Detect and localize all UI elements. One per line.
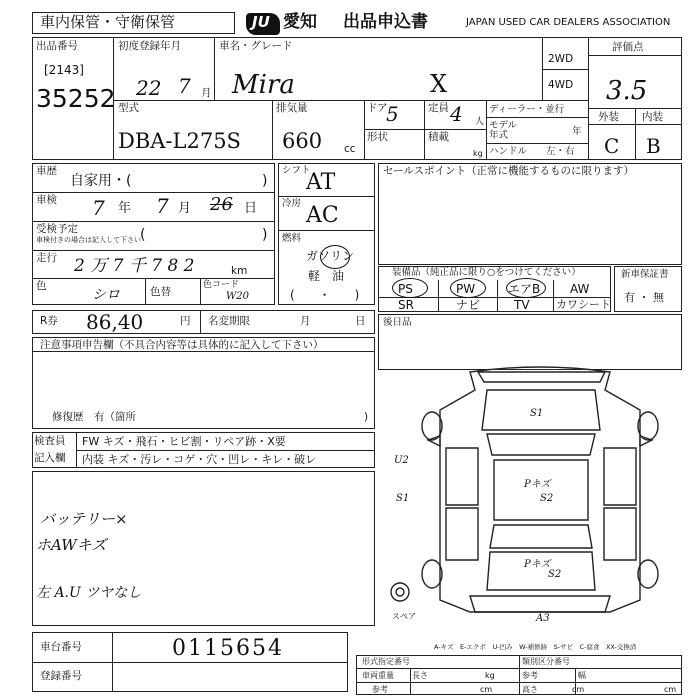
doors-label: ドア bbox=[367, 102, 388, 114]
shape-label: 形状 bbox=[367, 131, 388, 143]
repair-history-label: 修復歴 有（箇所 bbox=[52, 411, 136, 423]
ref-label-1: 参考 bbox=[522, 671, 538, 680]
rating-value: 3.5 bbox=[606, 76, 648, 106]
mark-roof-s2: S2 bbox=[540, 493, 554, 504]
exterior-grade: C bbox=[604, 134, 620, 158]
model-label: 型式 bbox=[118, 102, 139, 114]
model-designation-label: 形式指定番号 bbox=[362, 657, 410, 666]
recycle-label: R券 bbox=[40, 315, 58, 327]
capacity-unit: 人 bbox=[475, 117, 485, 127]
color-change-label: 色替 bbox=[150, 286, 171, 298]
shift-value: AT bbox=[306, 170, 336, 195]
first-reg-month-unit: 月 bbox=[201, 87, 212, 99]
displacement-value: 660 bbox=[282, 129, 323, 153]
color-label: 色 bbox=[36, 280, 47, 292]
doors-value: 5 bbox=[386, 102, 399, 126]
equip-leather-seat: カワシート bbox=[556, 298, 611, 311]
equip-airbag: エアB bbox=[508, 282, 541, 296]
mark-hatch-s2: S2 bbox=[548, 569, 562, 580]
form-title: 出品申込書 bbox=[343, 12, 428, 32]
mark-left-side: S1 bbox=[396, 493, 410, 504]
mark-roof-p: Pキズ bbox=[524, 479, 551, 490]
recycle-value: 86,40 bbox=[86, 310, 144, 334]
history-label: 車歴 bbox=[36, 165, 57, 177]
equip-tv: TV bbox=[514, 298, 530, 312]
inspection-day: 26 bbox=[210, 194, 233, 215]
mileage-unit: km bbox=[231, 265, 248, 277]
color-code-label: 色コード bbox=[203, 280, 240, 290]
width-label: 幅 bbox=[578, 671, 586, 680]
association-name: JAPAN USED CAR DEALERS ASSOCIATION bbox=[466, 17, 671, 28]
ref-label-2: 参考 bbox=[372, 685, 388, 694]
load-label: 積載 bbox=[428, 131, 449, 143]
chassis-label: 車台番号 bbox=[40, 641, 82, 653]
storage-tag-text: 車内保管・守衛保管 bbox=[40, 13, 176, 31]
name-change-label: 名変期限 bbox=[208, 315, 250, 327]
mileage-label: 走行 bbox=[36, 252, 57, 264]
dealer-label: ディーラー・並行 bbox=[489, 104, 565, 115]
color-value: シロ bbox=[92, 287, 120, 303]
car-name-label: 車名・グレード bbox=[219, 40, 293, 52]
displacement-unit: cc bbox=[344, 143, 356, 155]
note-dull-paint: 左 A.U ツヤなし bbox=[36, 585, 142, 601]
weight-label: 車両重量 bbox=[362, 671, 394, 680]
equip-sr: SR bbox=[398, 298, 414, 312]
class-number-label: 類別区分番号 bbox=[522, 657, 570, 666]
equip-aw: AW bbox=[570, 282, 590, 296]
shift-label: シフト bbox=[282, 165, 311, 176]
drive-2wd: 2WD bbox=[548, 53, 574, 65]
handle-label: ハンドル bbox=[489, 146, 528, 157]
inspection-label: 車検 bbox=[36, 194, 57, 206]
color-code-value: W20 bbox=[226, 291, 250, 302]
inspection-year-unit: 年 bbox=[118, 201, 132, 216]
auction-sheet: 車内保管・守衛保管 JU 愛知 出品申込書 JAPAN USED CAR DEALERS ASSOCIATION 出品番号 [2143] 35252 初度登録年月 22 7 月 車名・グレード Mira X 2WD 4WD 評価点 3.5 外装 内装 C B 型式 DBA-L275S 排気量 660 cc ドア 5 定員 4 人 形状 積載 kg ディーラー・並行 モデル 年式 年 ハンドル 左・右 車歴 自家用・( ) 車検 7 年 7 月 26 日 受検予定 車検付きの場合は記入して下さい ( ) 走行 2 万 7 千 7 8 2 km 色 シロ 色替 色コード W20 シフト AT 冷房 AC 燃料 ガソリン 軽 油 ( ・ ) セールスポイント（正常に機能するものに限ります） 装備品（純正品に限り○をつけてください） PS PW エアB AW SR ナビ TV カワシート 新車保証書 有 ・ 無 R券 86,40 円 名変期限 月 日 後日品 注意事項申告欄（不具合内容等は具体的に記入して下さい） 修復歴 有（箇所 ) 検査員 記入欄 FW キズ・飛石・ヒビ割・リペア跡・X要 内装 キズ・汚レ・コゲ・穴・凹レ・キレ・破レ バッテリー× ホAWキズ 左 A.U ツヤなし 車台番号 0115654 登録番号 S1 U2 S1 Pキズ S2 Pキズ S2 A3 スペア A-キズ E-エクボ U-凹み W-補修跡 S-サビ C-腐食 XX-交換済 形式指定番号 類別区分番号 車両重量 長さ kg 参考 幅 参考 cm 高さ cm cm bbox=[0, 0, 700, 700]
rating-label: 評価点 bbox=[612, 41, 644, 53]
lot-bracket-number: [2143] bbox=[44, 63, 84, 77]
damage-legend: A-キズ E-エクボ U-凹み W-補修跡 S-サビ C-腐食 XX-交換済 bbox=[434, 643, 637, 651]
fuel-diesel: 軽 油 bbox=[308, 269, 345, 283]
handle-options: 左・右 bbox=[546, 146, 575, 157]
lot-number: 35252 bbox=[36, 84, 116, 113]
aircon-value: AC bbox=[306, 203, 339, 228]
note-aw-scratch: ホAWキズ bbox=[36, 536, 107, 554]
history-value: 自家用・( bbox=[70, 173, 132, 189]
load-unit: kg bbox=[473, 149, 483, 158]
first-reg-month: 7 bbox=[178, 74, 191, 98]
inspector-row-1: FW キズ・飛石・ヒビ割・リペア跡・X要 bbox=[82, 435, 286, 448]
exterior-label: 外装 bbox=[598, 111, 619, 123]
mark-hatch-p: Pキズ bbox=[524, 559, 551, 570]
equip-navi: ナビ bbox=[456, 298, 481, 312]
inspection-year: 7 bbox=[92, 196, 105, 220]
receipt-sub: 車検付きの場合は記入して下さい bbox=[36, 236, 141, 244]
fuel-label: 燃料 bbox=[282, 233, 302, 244]
equipment-label: 装備品（純正品に限り○をつけてください） bbox=[392, 267, 581, 278]
spare-label: スペア bbox=[392, 612, 416, 621]
registration-label: 登録番号 bbox=[40, 670, 82, 682]
warranty-label: 新車保証書 bbox=[621, 269, 669, 280]
dealer-year-label: 年式 bbox=[489, 130, 509, 141]
capacity-label: 定員 bbox=[428, 102, 449, 114]
fuel-gasoline: ガソリン bbox=[306, 249, 355, 263]
equip-ps: PS bbox=[398, 282, 413, 296]
inspection-month: 7 bbox=[156, 194, 169, 218]
aircon-label: 冷房 bbox=[282, 198, 302, 209]
car-grade-value: X bbox=[430, 70, 448, 98]
inspector-label-2: 記入欄 bbox=[34, 452, 66, 464]
inspection-month-unit: 月 bbox=[178, 201, 192, 216]
equip-pw: PW bbox=[456, 282, 476, 296]
mark-rear-bumper: A3 bbox=[536, 613, 550, 624]
first-reg-year: 22 bbox=[136, 76, 162, 100]
car-name-value: Mira bbox=[232, 70, 295, 100]
lot-label: 出品番号 bbox=[36, 40, 78, 52]
capacity-value: 4 bbox=[450, 102, 463, 126]
model-value: DBA-L275S bbox=[118, 129, 241, 153]
recycle-unit: 円 bbox=[180, 315, 191, 327]
dealer-model-label: モデル bbox=[489, 120, 518, 131]
brand-name: 愛知 bbox=[283, 12, 317, 32]
inspector-label-1: 検査員 bbox=[34, 435, 66, 447]
warranty-options: 有 ・ 無 bbox=[624, 291, 664, 304]
selling-points-label: セールスポイント（正常に機能するものに限ります） bbox=[383, 165, 635, 177]
receipt-label: 受検予定 bbox=[36, 223, 78, 235]
ju-logo-text: JU bbox=[252, 13, 270, 31]
first-reg-label: 初度登録年月 bbox=[118, 40, 181, 52]
mark-hood: S1 bbox=[530, 408, 544, 419]
notes-label: 注意事項申告欄（不具合内容等は具体的に記入して下さい） bbox=[40, 339, 324, 351]
fuel-paren: ( ・ ) bbox=[290, 288, 360, 302]
interior-grade: B bbox=[646, 134, 661, 158]
note-battery: バッテリー× bbox=[40, 510, 128, 528]
delivery-label: 後日品 bbox=[383, 317, 412, 328]
length-label: 長さ bbox=[412, 671, 428, 680]
drive-4wd: 4WD bbox=[548, 79, 574, 91]
chassis-number: 0115654 bbox=[172, 636, 284, 661]
dealer-year-unit: 年 bbox=[572, 126, 582, 137]
mileage-value: 2 万 7 千 7 8 2 bbox=[74, 256, 195, 276]
displacement-label: 排気量 bbox=[276, 102, 308, 114]
mark-left-front: U2 bbox=[394, 455, 409, 466]
interior-label: 内装 bbox=[642, 111, 663, 123]
inspector-row-2: 内装 キズ・汚レ・コゲ・穴・凹レ・キレ・破レ bbox=[82, 453, 317, 466]
height-label: 高さ bbox=[522, 685, 538, 694]
inspection-day-unit: 日 bbox=[244, 201, 258, 216]
